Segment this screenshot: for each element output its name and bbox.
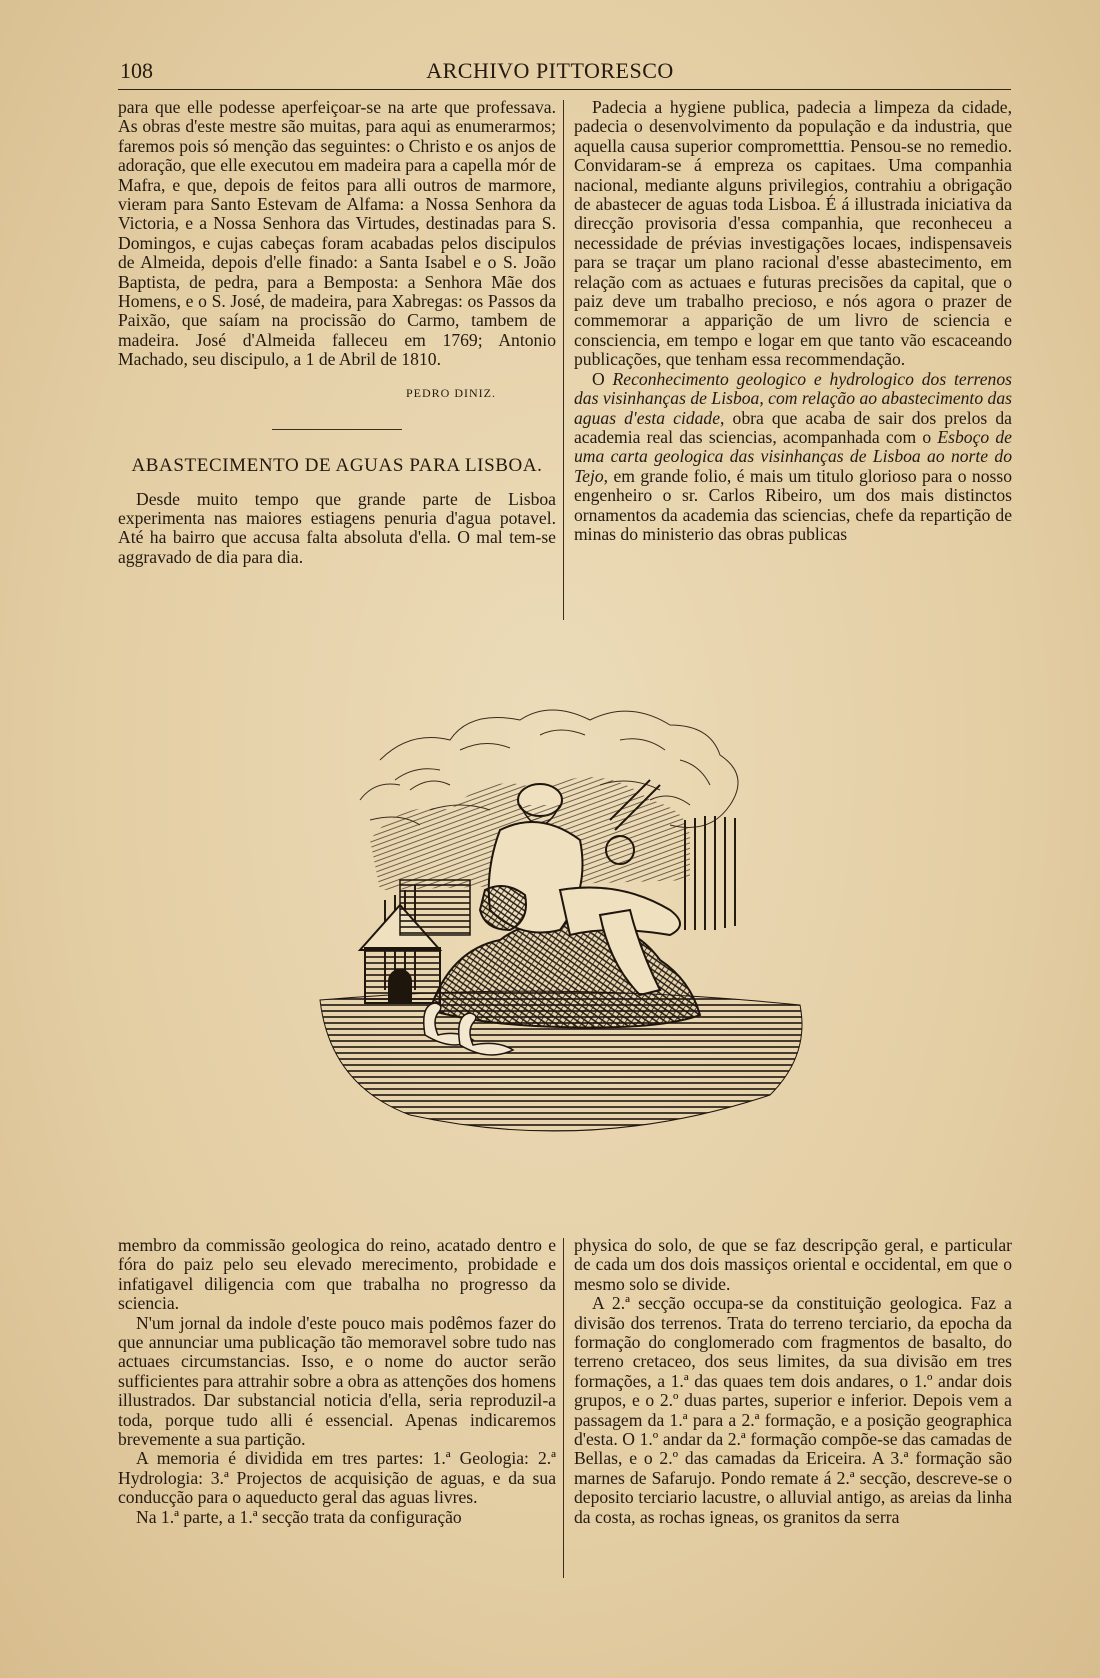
paragraph: Padecia a hygiene publica, padecia a limpeza da cidade, padecia o desenvolvimento da população e da industria, que aquella causa superior comprometttia. Pensou-se no remedio. Convidaram-se á empreza os capitaes. Uma companhia nacional, mediante alguns privilegios, contrahiu a obrigação de abastecer de aguas toda Lisboa. É á illustrada iniciativa da direcção provisoria d'essa companhia, que reconheceu a necessidade de prévias investigações locaes, indispensaveis para se traçar um plano racional d'esse abastecimento, em relação com as actuaes e futuras precisões da capital, que o paiz deve um trabalho precioso, e nós agora o prazer de commemorar a apparição de um livro de sciencia e consciencia, em tempo e logar em que tanto vão escaceando publicações, que tenham essa recommendação.	[574, 97, 1012, 370]
text-run: , obra que acaba de sair dos prelos da academia real das sciencias, acompanhada com o	[574, 407, 1012, 447]
column-bottom-right	[574, 1236, 1012, 1527]
section-title: ABASTECIMENTO DE AGUAS PARA LISBOA.	[131, 455, 543, 477]
paragraph: A 2.ª secção occupa-se da constituição geologica. Faz a divisão dos terrenos. Trata do terreno terciario, da epocha da formação do conglomerado com fragmentos de basalto, do terreno cretaceo, dos seus limites, da sua divisão em tres formações, a 1.ª das quaes tem dois andares, o 1.º andar dois grupos, e o 2.º duas partes, superior e inferior. Depois vem a passagem da 1.ª para a 2.ª formação, e a posição geographica d'esta. O 1.º andar da 2.ª formação compõe-se das camadas de Bellas, e o 2.º das camadas da Ericeira. A 3.ª formação são marnes de Safarujo. Pondo remate á 2.ª secção, descreve-se o deposito terciario lacustre, o alluvial antigo, as areias da linha da costa, as rochas igneas, os granitos da serra	[574, 1293, 1012, 1527]
paragraph: Desde muito tempo que grande parte de Lisboa experimenta nas maiores estiagens penuria d'agua potavel. Até ha bairro que accusa falta absoluta d'ella. O mal tem-se aggravado de dia para dia.	[118, 488, 556, 567]
paragraph: A memoria é dividida em tres partes: 1.ª Geologia: 2.ª Hydrologia: 3.ª Projectos de acquisição de aguas, e da sua conducção para o aqueducto geral das aguas livres.	[118, 1448, 556, 1508]
water	[320, 991, 802, 1131]
header-rule	[118, 89, 1011, 90]
river-god-illustration	[300, 690, 820, 1180]
paragraph: para que elle podesse aperfeiçoar-se na arte que professava. As obras d'este mestre são muitas, para aqui as enumerarmos; faremos pois só menção das seguintes: o Christo e os anjos de adoração, que elle executou em madeira para a capella mór de Mafra, e que, depois de feitos para alli outros de marmore, vieram para Santo Estevam de Alfama: a Nossa Senhora da Victoria, e a Nossa Senhora das Virtudes, destinadas para S. Domingos, e cujas cabeças foram acabadas pelos discipulos de Almeida, depois d'elle finado: a Santa Isabel e o S. João Baptista, de pedra, para a Bemposta: a Senhora Mãe dos Homens, e o S. José, de madeira, para Xabregas: os Passos da Paixão, que saíam na procissão do Carmo, tambem de madeira. José d'Almeida falleceu em 1769; Antonio Machado, seu discipulo, a 1 de Abril de 1810.	[118, 97, 556, 370]
paragraph	[574, 370, 1012, 545]
text-run: O	[592, 368, 613, 389]
column-rule	[563, 1238, 564, 1578]
section-divider	[272, 429, 402, 430]
column-rule	[563, 100, 564, 620]
column-top-left	[118, 98, 556, 567]
paragraph: physica do solo, de que se faz descripção geral, e particular de cada um dos dois massiços oriental e occidental, em que o mesmo solo se divide.	[574, 1235, 1012, 1294]
running-head-title: ARCHIVO PITTORESCO	[426, 58, 674, 83]
column-top-right	[574, 98, 1012, 544]
signature: PEDRO DINIZ.	[406, 385, 496, 400]
paragraph: Na 1.ª parte, a 1.ª secção trata da configuração	[136, 1506, 462, 1527]
map-title: Esboço de uma carta geologica das visinhanças de Lisboa ao norte do Tejo	[574, 426, 1012, 486]
book-title: Reconhecimento geologico e hydrologico dos terrenos das visinhanças de Lisboa, com relação ao abastecimento das aguas d'esta cidade	[574, 368, 1012, 428]
column-bottom-left	[118, 1236, 556, 1527]
paragraph: membro da commissão geologica do reino, acatado dentro e fóra do paiz pelo seu elevado merecimento, probidade e infatigavel diligencia com que trabalha no progresso da sciencia.	[118, 1235, 556, 1314]
page-number: 108	[120, 58, 153, 83]
text-run: , em grande folio, é mais um titulo glorioso para o nosso engenheiro o sr. Carlos Ribeiro, um dos mais distinctos ornamentos da academia das sciencias, chefe da repartição de minas do ministerio das obras publicas	[574, 465, 1012, 544]
paragraph: N'um jornal da indole d'este pouco mais podêmos fazer do que annunciar uma publicação tão memoravel sobre tudo nas actuaes circumstancias. Isso, e o nome do auctor serão sufficientes para attrahir sobre a obra as attenções dos homens illustrados. Dar substancial noticia d'ella, seria reproduzil-a toda, porque tudo alli é essencial. Apenas indicaremos brevemente a sua partição.	[118, 1312, 556, 1450]
